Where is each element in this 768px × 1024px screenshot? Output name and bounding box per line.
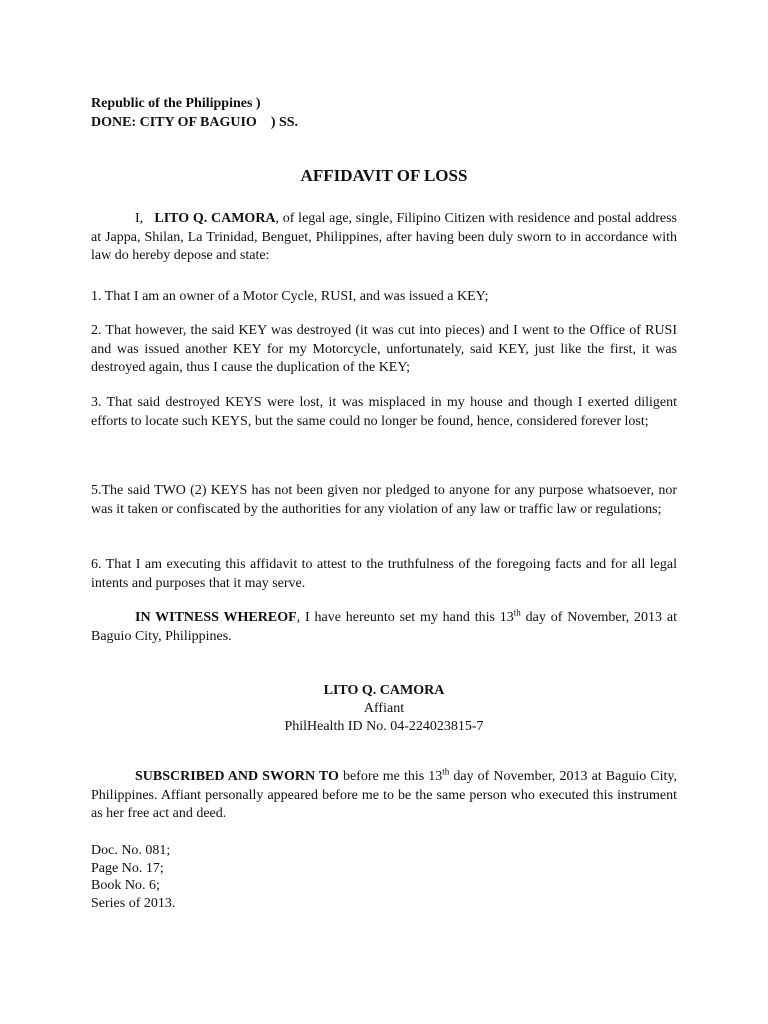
jurat-heading: SUBSCRIBED AND SWORN TO xyxy=(135,769,339,784)
intro-lead: I, xyxy=(135,211,144,226)
jurat-paragraph xyxy=(91,768,677,824)
witness-heading: IN WITNESS WHEREOF xyxy=(135,610,297,625)
intro-paragraph xyxy=(91,210,677,266)
venue-line-1: Republic of the Philippines ) xyxy=(91,96,261,111)
witness-paragraph xyxy=(91,609,677,646)
page-number: Page No. 17; xyxy=(91,860,164,876)
venue-city: DONE: CITY OF BAGUIO xyxy=(91,115,257,130)
document-title: AFFIDAVIT OF LOSS xyxy=(300,166,468,185)
series-year: Series of 2013. xyxy=(91,895,176,911)
signature-role: Affiant xyxy=(363,701,405,716)
book-number: Book No. 6; xyxy=(91,878,160,893)
doc-number: Doc. No. 081; xyxy=(91,843,171,858)
signature-id: PhilHealth ID No. 04-224023815-7 xyxy=(284,719,484,734)
signature-name: LITO Q. CAMORA xyxy=(323,683,445,698)
item-6: 6. That I am executing this affidavit to attest to the truthfulness of the foregoing facts and for all legal intents and purposes that it may serve. xyxy=(91,557,677,591)
witness-text-a: , I have hereunto set my hand this 13 xyxy=(296,610,514,625)
notarial-register xyxy=(91,842,175,912)
affiant-name: LITO Q. CAMORA xyxy=(154,211,276,226)
jurat-text-a: before me this 13 xyxy=(338,769,443,784)
venue-line-2 xyxy=(91,113,298,132)
witness-text-b: day of November, 2013 at Baguio City, Philippines. xyxy=(91,610,677,644)
venue-block xyxy=(91,94,298,132)
item-5: 5.The said TWO (2) KEYS has not been given nor pledged to anyone for any purpose whatsoever, nor was it taken or confiscated by the authorities for any violation of any law or traffic law or regulations; xyxy=(91,483,677,517)
item-2: 2. That however, the said KEY was destroyed (it was cut into pieces) and I went to the Office of RUSI and was issued another KEY for my Motorcycle, unfortunately, said KEY, just like the first, it was destroyed again, thus I cause the duplication of the KEY; xyxy=(91,323,677,375)
intro-text: , of legal age, single, Filipino Citizen with residence and postal address at Jappa, Shilan, La Trinidad, Benguet, Philippines, after having been duly sworn to in accordance with law do hereby depose and state: xyxy=(91,211,678,263)
item-1: 1. That I am an owner of a Motor Cycle, RUSI, and was issued a KEY; xyxy=(91,289,489,304)
witness-sup: th xyxy=(513,607,521,618)
jurat-sup: th xyxy=(442,766,450,777)
item-3: 3. That said destroyed KEYS were lost, it was misplaced in my house and though I exerted diligent efforts to locate such KEYS, but the same could no longer be found, hence, considered forever lost; xyxy=(91,395,677,429)
signature-block xyxy=(0,682,768,736)
jurat-text-b: day of November, 2013 at Baguio City, Philippines. Affiant personally appeared before me to be the same person who executed this instrument as her free act and deed. xyxy=(91,769,677,821)
venue-ss: ) SS. xyxy=(270,115,299,130)
